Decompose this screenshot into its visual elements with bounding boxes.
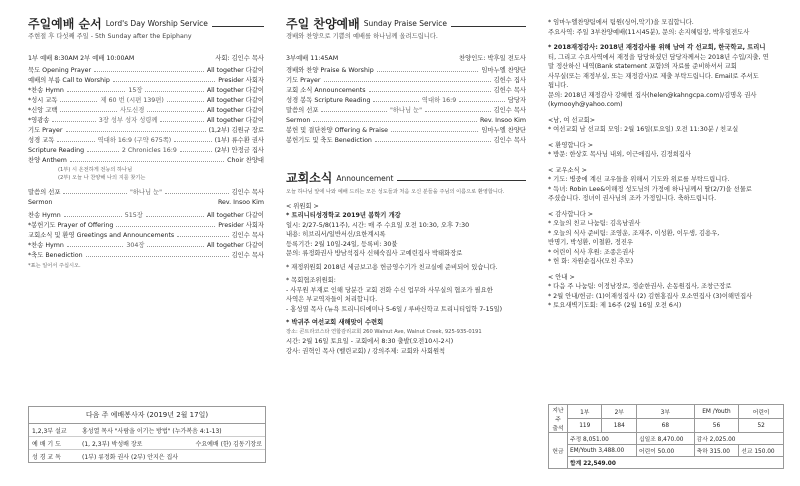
offering-label: 헌금 [549,433,568,469]
offering-value: 감사 2,025.00 [694,433,783,445]
sermon-en-row: Sermon Rev. Insoo Kim [28,199,264,207]
announcement-line: 시간: 2월 16일 토요일 - 교회에서 8:30 출발(오전10시-2시) [286,338,454,346]
worship-subtitle: 주현절 후 다섯째 주일 - 5th Sunday after the Epiphany [28,33,192,40]
order-leader: 김인수 목사 [231,232,264,240]
section-heading: < 감사합니다 > [548,210,593,218]
order-row [28,136,264,146]
order-item: 봉헌 및 결단찬양 Offering & Praise [286,127,389,135]
order-leader: 임마누엘 찬양단 [481,127,526,135]
news-line: 반명기, 박성환, 이철환, 정진우 [548,239,634,246]
order-leader: All together 다같이 [206,117,264,125]
order-leader: 김헌수 목사 [493,87,526,95]
news-item: * 헌 화: 자원순집사(모친 추모) [548,258,634,265]
order-leader: Presider 사회자 [218,77,264,85]
standing-note: *표는 일어서 주십시오. [28,263,81,270]
order-item: *찬송 Hymn [28,242,64,250]
order-detail: 사도신경 [119,107,145,115]
news-line: 됩니다. [548,82,569,89]
stat-head: 1부 [568,405,602,419]
order-item: 예배의 부름 Call to Worship [28,77,110,85]
order-leader: All together 다같이 [206,67,264,75]
order-row [286,96,526,106]
order-item: 성경 봉독 Scripture Reading [286,97,371,105]
service-times: 1부 예배 8:30AM 2부 예배 10:00AM 사회: 김인수 목사 [28,55,264,63]
order-row [28,146,264,156]
order-row [286,86,526,96]
order-row [28,116,264,126]
announcement-line: 내용: 히브리서/일반서신/요한계시록 [286,231,386,239]
order-row [286,76,526,86]
order-leader: All together 다같이 [206,107,265,115]
next-week-servers [28,406,266,463]
news-item: * 여선교회 남 선교회 모임: 2월 16일(토요일) 오전 11:30분 / 친교실 [548,126,739,133]
order-detail: 제 60 번 (시편 139편) [100,97,164,105]
stat-head: 2부 [602,405,637,419]
order-item: Scripture Reading [28,147,85,155]
news-line: 말 정산하신 내역(Bank statement 포함)의 자료를 준비하셔서 교회 [548,63,737,70]
order-row [28,66,264,76]
order-item: 경배와 찬양 Praise & Worship [286,67,374,75]
servers-row: 성 경 교 독 (1부) 류정화 권사 (2부) 안지은 집사 [32,453,179,461]
announcement-item: * 트리니티성경학교 2019년 봄학기 개강 [286,212,401,220]
order-leader: 임마누엘 찬양단 [481,67,526,75]
order-detail: 2 Chronicles 16:9 [121,147,177,155]
order-item: 묵도 Opening Prayer [28,67,92,75]
stat-head: EM /Youth [694,405,739,419]
worship-order-column [28,18,264,270]
news-line: 주요사역: 주일 3부찬양예배(11시45분), 문의: 손지혜팀장, 박후일전도사 [548,28,750,36]
news-item: * 2월 안내/헌금: (1)이재성집사 (2) 김현홍집사 오소연집사 (3)이해민집사 [548,292,753,300]
order-detail: 3장 성부 성자 성령께 [98,117,158,125]
stat-value: 184 [602,419,637,433]
order-detail: 304장 [126,242,145,250]
anthem-line-1: (1부) 시 온전하게 전능의 하나님 [58,167,133,174]
worship-title: 주일예배 순서 Lord's Day Worship Service [28,18,264,30]
offering-value: 축하 315.00 [694,445,739,457]
order-row [286,66,526,76]
order-leader: All together 다같이 [206,242,265,250]
order-item: *신앙 고백 [28,107,58,115]
order-row [286,116,526,126]
news-line: 문의: 2018년 재정감사 강혜현 집사(helen@kahngcpa.com)/김명옥 권사 [548,91,757,99]
order-item: 기도 Prayer [28,127,63,135]
order-row [28,86,264,96]
order-leader: 김인수 목사 [231,252,264,260]
order-item: 교회 소식 Announcements [286,87,366,95]
attendance-label: 지난주 출석 [549,405,568,433]
news-line: (kymooyh@yahoo.com) [548,101,623,108]
section-heading: < 환영합니다 > [548,141,593,149]
order-item: 찬양 Anthem [28,157,67,165]
order-row [28,156,264,166]
announcement-line: 사역은 부교역자들이 처리합니다. [286,296,378,304]
order-row [286,136,526,146]
order-row [28,126,264,136]
news-column [548,18,784,311]
news-item: * 토요새벽기도회: 제 16주 (2월 16일 오전 6시) [548,302,682,309]
order-item: *영광송 [28,117,50,125]
announcement-item: * 박귀주 여선교회 새해맞이 수련회 [286,319,384,327]
order-detail: 515장 [124,212,143,220]
announcement-title: 교회소식 Announcement [286,172,526,184]
news-item: * 방문: 한상호 목사님 내외, 이근애집사, 김정희집사 [548,151,691,158]
order-leader: 김인수 목사 [493,137,526,145]
order-leader: 김인수 목사 [493,107,527,115]
sermon-row: 말씀의 선포 "하나님 눈" 김인수 목사 [28,189,265,197]
stat-head: 3부 [637,405,695,419]
order-row [286,126,526,136]
announcement-line: 등록기간: 2월 10일-24일, 등록비: 30불 [286,240,398,248]
order-leader: All together 다같이 [206,97,265,105]
news-item: * 다음 주 나눔팀: 이정남장로, 정순한권사, 손동원집사, 조창근장로 [548,283,732,290]
order-leader: 담당자 [507,97,526,105]
anthem-line-2: (2부) 오늘 나 찬양해 나의 지를 찾기는 [58,175,146,182]
stat-value: 56 [694,419,739,433]
order-row [28,211,264,221]
order-item: *봉헌기도 Prayer of Offering [28,222,114,230]
order-detail: 15장 [128,87,143,95]
news-item: * 기도: 병중에 계신 교우들을 위해서 기도와 위로를 부탁드립니다. [548,176,730,183]
stats-table [548,404,784,469]
order-row [28,221,264,231]
order-row [28,231,264,241]
praise-time: 3부예배 11:45AM 찬양인도: 박후일 전도사 [286,55,526,63]
offering-value: 어린이 50.00 [637,445,695,457]
order-row [28,251,264,261]
section-heading: < 안내 > [548,273,575,281]
announcement-line: 장소: 콘트라코스타 연합감리교회 260 Walnut Ave, Walnut Creek, 925-935-0191 [286,328,482,335]
news-item: * 임마누엘찬양팀에서 팀원(싱어,악기)을 모집합니다. [548,19,694,26]
praise-service-column [286,18,526,356]
announcement-line: 일시: 2/27-5/8(11주), 시간: 매 주 수요일 오전 10:30, 오후 7:30 [286,221,470,229]
offering-value: 주정 8,051.00 [568,433,637,445]
announcement-line: 강사: 권혁인 목사 (벨린교회) / 강의주제: 교회와 사회원칙 [286,347,446,355]
order-item: Sermon [286,117,311,125]
order-item: 성경 교독 [28,137,55,145]
order-item: 봉헌기도 및 축도 Benediction [286,137,372,145]
news-line: 주셨습니다. 정녀이 권사님의 조카 가정입니다. 축하드립니다. [548,195,717,202]
order-leader: Rev. Insoo Kim [479,117,526,125]
order-item: 말씀의 선포 [286,107,319,115]
news-item: * 2018재정감사: 2018년 재정감사를 위해 남여 각 선교회, 한국학교, 트리니 [548,44,766,51]
announcement-line: - 사무원 부재로 인해 당분간 교회 전화 수신 업무와 사무실의 협조가 필요한 [286,286,493,294]
order-leader: 김헌수 집사 [493,77,526,85]
offering-total: 합계 22,549.00 [568,457,784,469]
servers-title: 다음 주 예배봉사자 (2019년 2월 17일) [29,407,265,424]
announcement-item: * 목회협조위원회: [286,277,336,285]
order-detail: 역대하 16:9 (구약 675쪽) [97,137,172,145]
stat-value: 68 [637,419,695,433]
stat-value: 52 [739,419,784,433]
offering-value: 십일조 8,470.00 [637,433,695,445]
order-leader: (2부) 안정금 집사 [214,147,265,155]
praise-subtitle: 경배와 찬양으로 기쁨의 예배를 하나님께 올려드립니다. [286,33,438,40]
order-row [28,241,264,251]
section-heading: <남, 여 선교회> [548,116,595,124]
order-item: *찬송 Hymn [28,87,64,95]
offering-value: 선교 150.00 [739,445,784,457]
news-line: 티, 그리고 수요사역에서 재정을 담당하셨던 담당자께서는 2018년 수입/지출, 연 [548,53,769,61]
order-row [28,106,264,116]
section-heading: < 교우소식 > [548,166,587,174]
news-item: * 오늘의 친교 나눔팀: 김옥남권사 [548,220,641,227]
order-detail: "하나님 눈" [389,107,423,115]
order-leader: (1,2부) 김원규 장로 [208,127,264,135]
order-detail: 역대하 16:9 [421,97,457,105]
servers-row: 1,2,3부 설교 홍성열 목사 "사람을 이기는 방법" (누가복음 4:1-13) [29,424,265,437]
order-leader: Choir 찬양대 [227,157,264,165]
order-item: 교회소식 및 환영 Greetings and Announcements [28,232,175,240]
committee-heading: < 위원회 > [286,202,319,210]
order-item: *성시 교독 [28,97,58,105]
order-leader: (1부) 류수환 권사 [214,137,264,145]
announcement-line: 문의: 류정화권사 방남석집사 신혜숙집사 고예린집사 박태화장로 [286,250,463,258]
announcement-item: * 재정위원회 2018년 세금보고용 헌금영수기가 친교실에 준비되어 있습니다. [286,263,498,271]
news-line: 사무실(또는 재정부실, 또는 재정감사)로 제출 부탁드립니다. Email로 주셔도 [548,72,759,80]
announcement-intro: 오늘 하나님 앞에 나와 예배 드리는 모든 성도들과 처음 오신 분들을 주님의 이름으로 환영합니다. [286,189,505,196]
order-leader: Presider 사회자 [218,222,264,230]
order-item: 찬송 Hymn [28,212,61,220]
order-item: 기도 Prayer [286,77,321,85]
stat-head: 어린이 [739,405,784,419]
order-item: *축도 Benediction [28,252,83,260]
stat-value: 119 [568,419,602,433]
news-item: * 득녀: Robin Lee&이해정 성도님의 가정에 하나님께서 딸(2/7)을 선물로 [548,185,752,193]
order-row [28,96,264,106]
order-row [28,76,264,86]
praise-title: 주일 찬양예배 Sunday Praise Service [286,18,526,30]
order-leader: All together 다같이 [206,87,265,95]
news-item: * 어린이 식사 후원: 조종은권사 [548,248,635,256]
servers-row: 예 배 기 도 (1, 2,3부) 박성배 장로 수요예배 (한) 김동기장로 [29,437,265,450]
order-leader: All together 다같이 [206,212,264,220]
news-item: * 오늘의 식사 준비팀: 조영운, 조재주, 이성환, 이두생, 김용우, [548,229,720,237]
order-row [286,106,526,116]
offering-value: EM/Youth 3,488.00 [568,445,637,457]
announcement-line: - 홍성열 목사 (뉴욕 트리니티에미나 5-6일 / 루바신학교 트리니티입학 7-15일) [286,305,503,313]
